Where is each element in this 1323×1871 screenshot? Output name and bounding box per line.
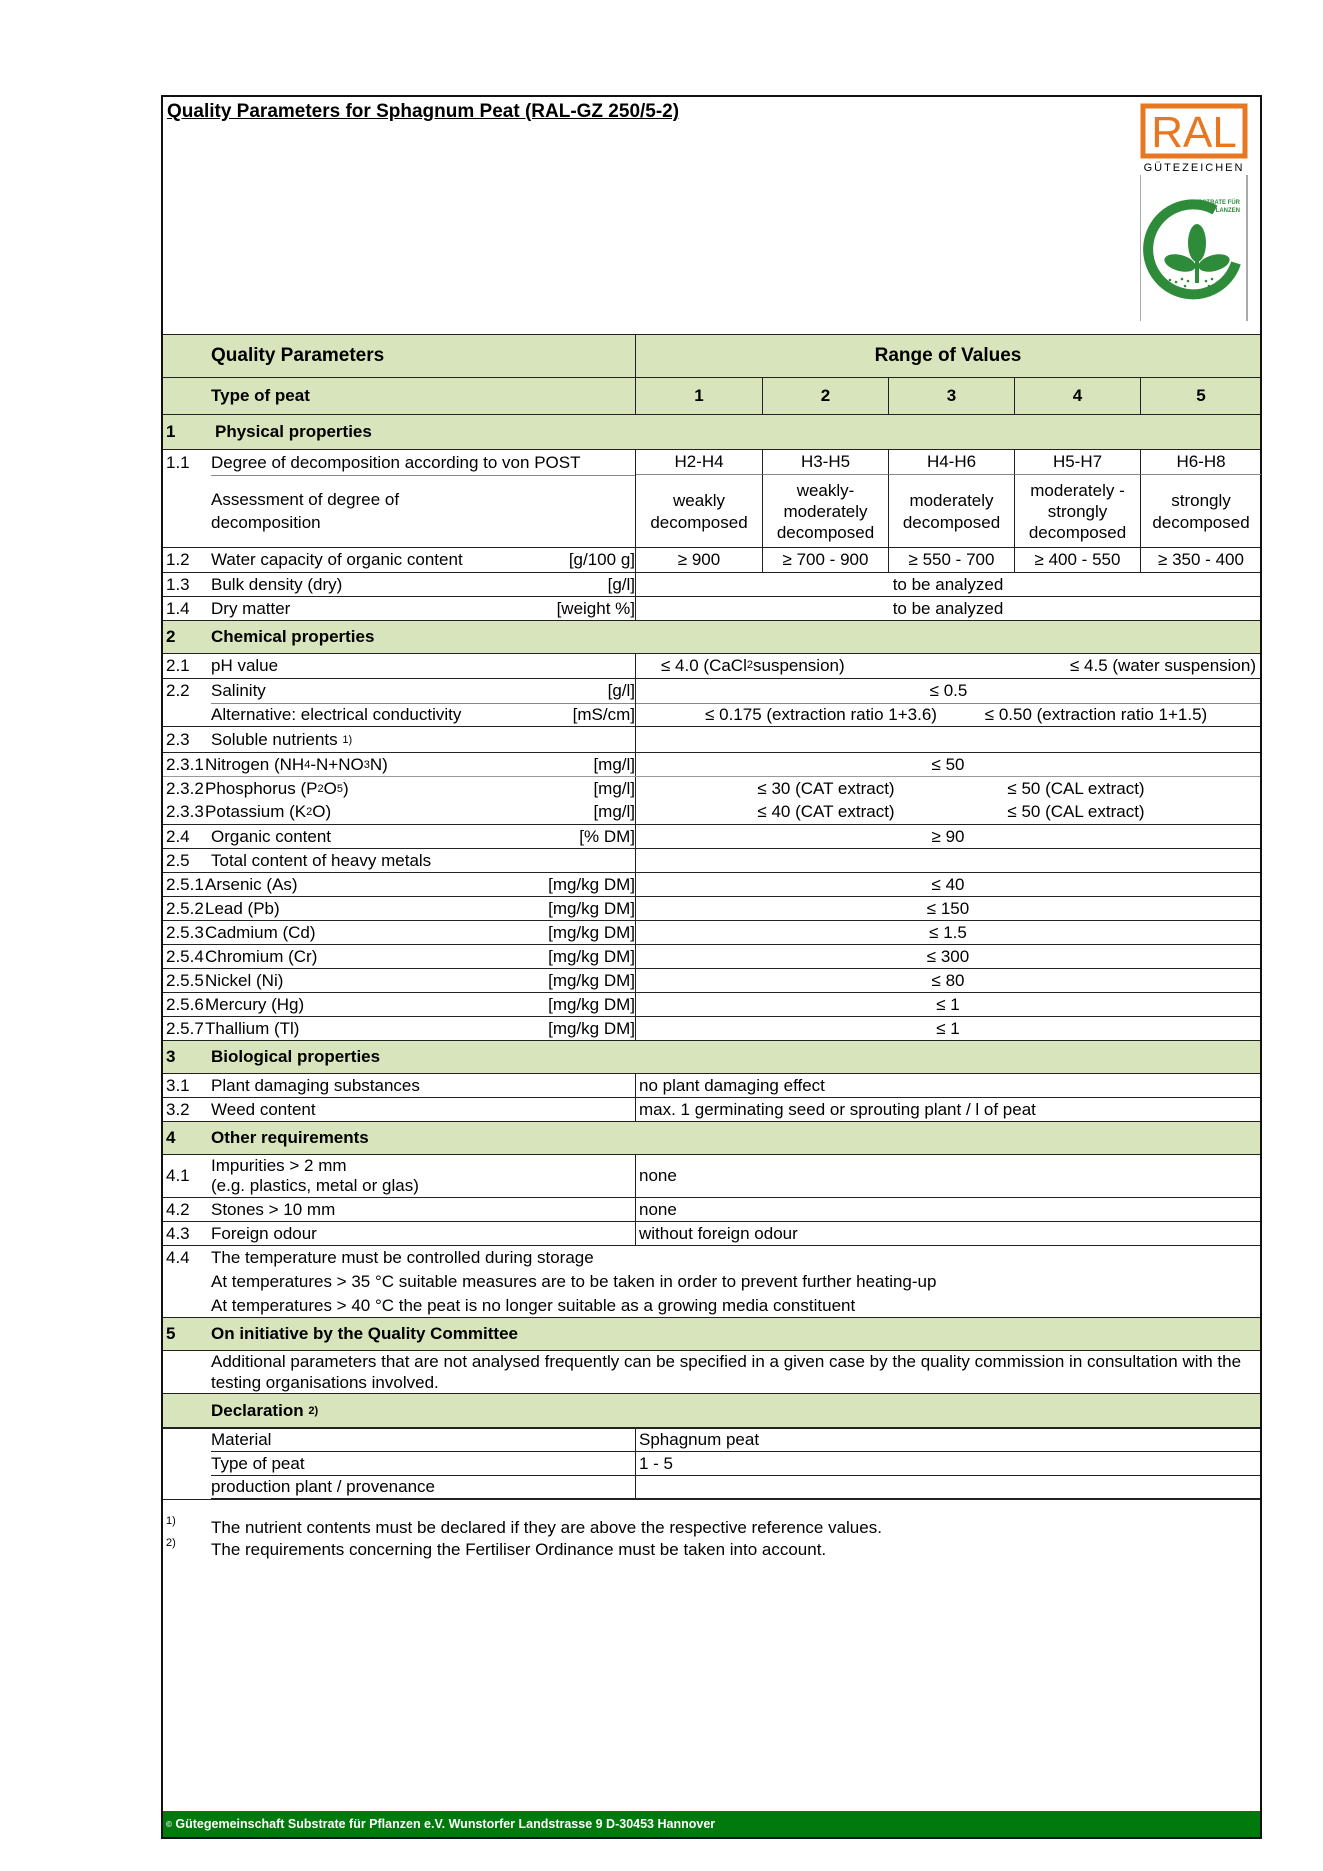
row-1-2: 1.2 Water capacity of organic content [g/100 g] ≥ 900 ≥ 700 - 900 ≥ 550 - 700 ≥ 400 - 550 ≥ 350 - 400 (163, 547, 1260, 572)
row-2-3-1: 2.3.1 Nitrogen (NH 4 -N+NO 3 N) [mg/l] ≤ 50 (163, 752, 1260, 776)
metal-unit: [mg/kg DM] (548, 1018, 635, 1038)
assessment-label: Assessment of degree of decomposition (211, 490, 400, 532)
metal-limit: ≤ 300 (635, 945, 1260, 968)
row-1-1: 1.1 Degree of decomposition according to von POST Assessment of degree of decomposition H2-H4 H3-H5 H4-H6 H5-H7 H6-H8 weakly decomposed weakly-moderately decomposed moderately decomposed moderately - strongly decomposed strongly decomposed (163, 449, 1260, 547)
decomposition-label: Degree of decomposition according to von POST (211, 452, 581, 472)
row-2-3-3: 2.3.3 Potassium (K 2 O) [mg/l] ≤ 40 (CAT extract) ≤ 50 (CAL extract) (163, 800, 1260, 824)
row-4-1: 4.1 Impurities > 2 mm (e.g. plastics, metal or glas) none (163, 1154, 1260, 1197)
guetezeichen-text: GÜTEZEICHEN (1143, 162, 1245, 174)
peat-type-1: 1 (694, 386, 704, 406)
metal-unit: [mg/kg DM] (548, 922, 635, 942)
declaration-title: Declaration (211, 1400, 304, 1420)
ph-cacl2-value: ≤ 4.0 (CaCl 2 suspension) (661, 656, 845, 676)
quality-parameters-sheet: Quality Parameters for Sphagnum Peat (RAL-GZ 250/5-2) RAL GÜTEZEICHEN SUBSTRATE FÜR PFLANZEN Quality Parameters Range of Values Type of peat 1 2 3 4 5 1 Physical properties 1.1 Degree of decomposition according to von POST Assessment of degree of decomposition H2-H4 H3-H5 H4-H6 H5-H7 H6-H8 weakly decomposed weakly-moderately decomposed moderately decomposed moderately - strongly decomposed strongly decomposed 1.2 Water capacity of organic content [g/100 g] ≥ 900 ≥ 700 - 900 ≥ 550 - 700 ≥ 400 - 550 ≥ 350 - 400 1.3 Bulk density (dry) [g/l] to be analyzed 1.4 Dry matter [weight %] to be analyzed 2 Chemical properties 2.1 pH value ≤ 4.0 (CaCl 2 suspension) ≤ 4.5 (water suspension) 2.2 Salinity [g/l] Alternative: electrical conductivity [mS/cm] ≤ 0.5 ≤ 0.175 (extraction ratio 1+3.6) ≤ 0.50 (extraction ratio 1+1.5) 2.3 Soluble nutrients 1) 2.3.1 Nitrogen (NH 4 -N+NO 3 N) [mg/l] ≤ 50 2.3.2 Phosphorus (P 2 O 5 ) [mg/l] ≤ 30 (CAT extract) ≤ 50 (CAL extract) 2.3.3 Potassium (K 2 O) [mg/l] ≤ 40 (CAT extract) ≤ 50 (CAL extract) 2.4 Organic content [% DM] ≥ 90 2.5 Total content of heavy metals 2.5.1 Arsenic (As) [mg/kg DM] ≤ 40 2.5.2 Lead (Pb) [mg/kg DM] ≤ 150 2.5.3 Cadmium (Cd) [mg/kg DM] ≤ 1.5 2.5.4 Chromium (Cr) [mg/kg DM] ≤ 300 2.5.5 Nickel (Ni) [mg/kg DM] ≤ 80 2.5.6 Mercury (Hg) [mg/kg DM] ≤ 1 2.5.7 Thallium (Tl) [mg/kg DM] ≤ 1 3 Biological properties 3.1 Plant damaging substances no plant damaging effect 3.2 Weed content max. 1 germinating seed or sprouting plant / l of peat 4 Other requirements 4.1 Impurities > 2 mm (e.g. plastics, metal or glas) none 4.2 Stones > 10 mm none 4.3 Foreign odour without foreign odour 4.4 The temperature must be controlled during storage At temperatures > 35 °C suitable measures are to be taken in order to prevent further heating-up At temperatures > 40 °C the peat is no longer suitable as a growing media constituent 5 On initiative by the Quality Committee Additional parameters that are not analysed frequently can be specified in a given case by the quality commission in consultation with the testing organisations involved. Declaration 2) Material Sphagnum peat Type of peat 1 - 5 production plant / provenance 1) The nutrient contents must be declared if they are above the respective reference values. 2) The requirements concerning the Fertiliser Ordinance must be taken into account. © Gütegemeinschaft Substrate für Pflanzen e.V. Wunstorfer Landstrasse 9 D-30453 Hannover (161, 95, 1262, 1839)
metal-limit: ≤ 1 (635, 1017, 1260, 1040)
heavy-metal-row (163, 992, 1260, 1016)
type-of-peat-label: Type of peat (211, 386, 310, 405)
row-2-4: 2.4 Organic content [% DM] ≥ 90 (163, 824, 1260, 848)
metal-number: 2.5.3 (166, 922, 204, 942)
heavy-metal-row (163, 920, 1260, 944)
row-1-4: 1.4 Dry matter [weight %] to be analyzed (163, 596, 1260, 620)
metal-number: 2.5.6 (166, 994, 204, 1014)
section-biological-properties: 3 Biological properties (163, 1040, 1260, 1073)
declaration-row-type: Type of peat 1 - 5 (211, 1451, 1260, 1475)
metal-label: Thallium (Tl) (205, 1018, 300, 1038)
section-other-requirements: 4 Other requirements (163, 1121, 1260, 1154)
section-title: Physical properties (215, 422, 372, 441)
row-2-5: 2.5 Total content of heavy metals (163, 848, 1260, 872)
metal-limit: ≤ 1 (635, 993, 1260, 1016)
section-title: Other requirements (211, 1128, 369, 1147)
row-2-3-2: 2.3.2 Phosphorus (P 2 O 5 ) [mg/l] ≤ 30 (CAT extract) ≤ 50 (CAL extract) (163, 776, 1260, 800)
metal-unit: [mg/kg DM] (548, 994, 635, 1014)
metal-label: Nickel (Ni) (205, 970, 284, 990)
heavy-metal-row (163, 968, 1260, 992)
metal-limit: ≤ 40 (635, 873, 1260, 896)
metal-label: Arsenic (As) (205, 874, 298, 894)
metal-label: Mercury (Hg) (205, 994, 305, 1014)
section-title: Chemical properties (211, 627, 375, 646)
declaration-row-material: Material Sphagnum peat (163, 1427, 1260, 1451)
metal-number: 2.5.1 (166, 874, 204, 894)
committee-note-row (163, 1350, 1260, 1393)
heavy-metal-row (163, 1016, 1260, 1040)
row-3-1: 3.1 Plant damaging substances no plant damaging effect (163, 1073, 1260, 1097)
metal-number: 2.5.2 (166, 898, 204, 918)
ral-logo (1140, 103, 1248, 321)
metal-unit: [mg/kg DM] (548, 898, 635, 918)
section-physical-properties: 1 Physical properties (163, 414, 1260, 449)
svg-text:PFLANZEN: PFLANZEN (1208, 208, 1240, 214)
type-of-peat-row (163, 377, 1260, 414)
heavy-metal-row (163, 896, 1260, 920)
section-chemical-properties: 2 Chemical properties (163, 620, 1260, 653)
row-1-3: 1.3 Bulk density (dry) [g/l] to be analyzed (163, 572, 1260, 596)
ral-text: RAL (1151, 108, 1237, 157)
peat-type-2: 2 (762, 378, 888, 414)
metal-limit: ≤ 150 (635, 897, 1260, 920)
row-2-3: 2.3 Soluble nutrients 1) (163, 726, 1260, 752)
table-header-row (163, 334, 1260, 377)
metal-number: 2.5.4 (166, 946, 204, 966)
section-title: Biological properties (211, 1047, 381, 1066)
footer-address: Gütegemeinschaft Substrate für Pflanzen e.V. Wunstorfer Landstrasse 9 D-30453 Hannover (175, 1817, 716, 1831)
metal-label: Cadmium (Cd) (205, 922, 316, 942)
copyright-icon: © (166, 1819, 172, 1829)
row-2-1: 2.1 pH value ≤ 4.0 (CaCl 2 suspension) ≤ 4.5 (water suspension) (163, 653, 1260, 678)
row-4-4: 4.4 The temperature must be controlled during storage At temperatures > 35 °C suitable measures are to be taken in order to prevent further heating-up At temperatures > 40 °C the peat is no longer suitable as a growing media constituent (163, 1245, 1260, 1317)
row-3-2: 3.2 Weed content max. 1 germinating seed or sprouting plant / l of peat (163, 1097, 1260, 1121)
peat-type-4: 4 (1014, 378, 1140, 414)
declaration-header: Declaration 2) (163, 1393, 1260, 1427)
header-range-of-values: Range of Values (635, 335, 1260, 377)
declaration-row-provenance: production plant / provenance (211, 1475, 1260, 1499)
metal-limit: ≤ 1.5 (635, 921, 1260, 944)
metal-unit: [mg/kg DM] (548, 874, 635, 894)
metal-label: Chromium (Cr) (205, 946, 318, 966)
footer-bar (163, 1811, 1260, 1837)
svg-text:SUBSTRATE FÜR: SUBSTRATE FÜR (1189, 200, 1240, 206)
ral-guetezeichen-icon (1140, 103, 1248, 321)
section-title: On initiative by the Quality Committee (211, 1324, 518, 1343)
committee-note: Additional parameters that are not analysed frequently can be specified in a given case by the quality commission in consultation with the testing organisations involved. (211, 1351, 1242, 1392)
section-quality-committee: 5 On initiative by the Quality Committee (163, 1317, 1260, 1350)
document-title: Quality Parameters for Sphagnum Peat (RAL-GZ 250/5-2) (167, 101, 680, 122)
metal-unit: [mg/kg DM] (548, 946, 635, 966)
metal-number: 2.5.7 (166, 1018, 204, 1038)
metal-number: 2.5.5 (166, 970, 204, 990)
metal-label: Lead (Pb) (205, 898, 280, 918)
heavy-metal-row (163, 872, 1260, 896)
row-4-3: 4.3 Foreign odour without foreign odour (163, 1221, 1260, 1245)
row-4-2: 4.2 Stones > 10 mm none (163, 1197, 1260, 1221)
heavy-metal-row (163, 944, 1260, 968)
row-2-2: 2.2 Salinity [g/l] Alternative: electrical conductivity [mS/cm] ≤ 0.5 ≤ 0.175 (extraction ratio 1+3.6) ≤ 0.50 (extraction ratio 1+1.5) (163, 678, 1260, 726)
ph-water-value: ≤ 4.5 (water suspension) (1069, 656, 1256, 676)
peat-type-5: 5 (1140, 378, 1261, 414)
header-quality-parameters: Quality Parameters (211, 345, 385, 366)
metal-limit: ≤ 80 (635, 969, 1260, 992)
metal-unit: [mg/kg DM] (548, 970, 635, 990)
peat-type-3: 3 (888, 378, 1014, 414)
